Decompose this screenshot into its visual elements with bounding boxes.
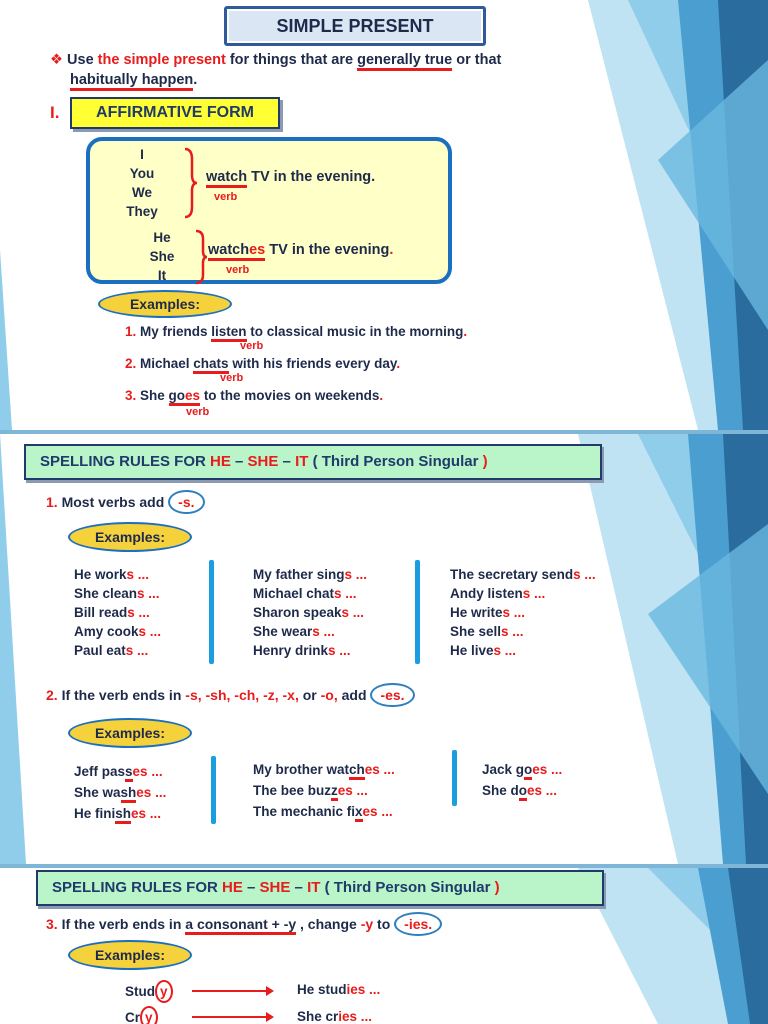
example-3: 3. She goes to the movies on weekends.	[125, 388, 383, 403]
examples-column-3: The secretary sends ... Andy listens ... He writes ... She sells ... He lives ...	[450, 567, 596, 658]
examples-label: Examples:	[68, 940, 192, 970]
arrow-right-icon	[192, 1016, 272, 1018]
section-number: I.	[50, 103, 60, 122]
example-pair-1: Stud y	[125, 980, 173, 1003]
example-1: 1. My friends listen to classical music in the morning.	[125, 324, 467, 339]
column-divider	[209, 560, 214, 664]
examples-column-4: Jeff passes ... She washes ... He finishes ...	[74, 761, 166, 824]
examples-column-5: My brother watches ... The bee buzzes ... The mechanic fixes ...	[253, 759, 395, 822]
pronoun-group-2: He She It	[149, 230, 175, 283]
group-1-sentence: watch TV in the evening.	[206, 169, 375, 185]
slide-2	[0, 434, 768, 864]
bullet-icon: ❖	[50, 52, 63, 68]
section-header: SPELLING RULES FOR HE – SHE – IT ( Third Person Singular )	[24, 444, 602, 480]
verb-tag: verb	[226, 264, 250, 276]
affirmative-rule-box	[86, 137, 452, 284]
pronoun-group-1: I You We They	[126, 147, 158, 219]
slide-1	[0, 0, 768, 430]
brace-icon	[182, 147, 198, 219]
examples-column-6: Jack goes ... She does ...	[482, 759, 562, 801]
examples-label: Examples:	[68, 522, 192, 552]
verb-tag: verb	[220, 372, 244, 384]
rule-1: 1. Most verbs add -s.	[46, 490, 205, 514]
group-2-sentence: watches TV in the evening.	[208, 242, 393, 258]
examples-label: Examples:	[98, 290, 232, 318]
left-decor	[0, 0, 14, 430]
section-header: SPELLING RULES FOR HE – SHE – IT ( Third Person Singular )	[36, 870, 604, 906]
brace-icon	[194, 229, 208, 285]
example-2: 2. Michael chats with his friends every day.	[125, 356, 400, 371]
page-title: SIMPLE PRESENT	[224, 6, 486, 46]
verb-tag: verb	[240, 340, 264, 352]
verb-tag: verb	[214, 191, 238, 203]
decorative-background-shapes	[568, 434, 768, 864]
arrow-right-icon	[192, 990, 272, 992]
example-pair-2: Cr y	[125, 1006, 158, 1024]
example-result-2: She cries ...	[297, 1009, 373, 1024]
intro-line-1: ❖ Use the simple present for things that are generally true or that	[50, 52, 501, 68]
intro-line-2: habitually happen.	[70, 72, 197, 88]
column-divider	[415, 560, 420, 664]
examples-label: Examples:	[68, 718, 192, 748]
examples-column-2: My father sings ... Michael chats ... Sharon speaks ... She wears ... Henry drinks ...	[253, 567, 368, 658]
column-divider	[211, 756, 216, 824]
rule-3: 3. If the verb ends in a consonant + -y , change -y to -ies.	[46, 912, 442, 936]
example-result-1: He studies ...	[297, 982, 381, 997]
verb-tag: verb	[186, 406, 210, 418]
left-decor	[0, 434, 30, 864]
rule-2: 2. If the verb ends in -s, -sh, -ch, -z, -x, or -o, add -es.	[46, 683, 415, 707]
column-divider	[452, 750, 457, 806]
examples-column-1: He works ... She cleans ... Bill reads ... Amy cooks ... Paul eats ...	[74, 567, 162, 658]
decorative-background-shapes	[568, 0, 768, 430]
slide-3	[0, 868, 768, 1024]
section-label: AFFIRMATIVE FORM	[70, 97, 280, 129]
